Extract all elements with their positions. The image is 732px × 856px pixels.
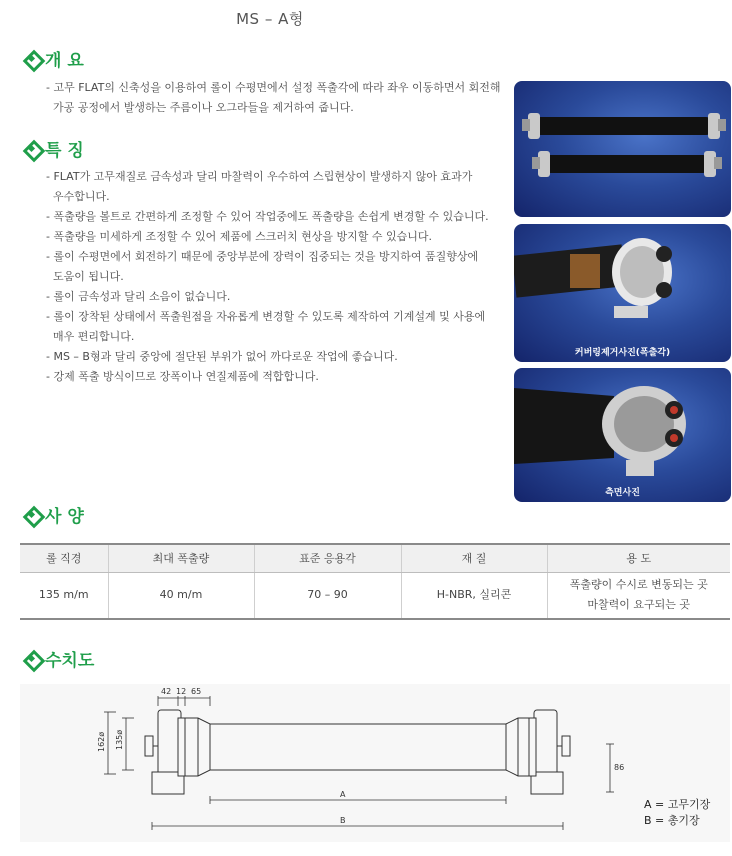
usage-line: 폭출량이 수시로 변동되는 곳 bbox=[569, 578, 708, 592]
usage-line: 마찰력이 요구되는 곳 bbox=[587, 598, 691, 612]
features-list-item: - 폭출량을 미세하게 조정할 수 있어 제품에 스크러치 현상을 방지할 수 있습니다. bbox=[46, 230, 432, 243]
dim-label: 135ø bbox=[115, 729, 124, 750]
table-cell-usage bbox=[547, 572, 730, 619]
overview-heading bbox=[24, 46, 84, 71]
roller-photo-covering bbox=[514, 224, 731, 362]
legend-b: B = 총기장 bbox=[644, 814, 700, 827]
dim-label: 65 bbox=[191, 687, 202, 696]
dim-label-b: B bbox=[340, 816, 346, 825]
roller-photo-art bbox=[514, 81, 731, 217]
dim-label-a: A bbox=[340, 790, 346, 799]
features-list-item: - 롤이 금속성과 달리 소음이 없습니다. bbox=[46, 290, 231, 303]
features-heading-label: 특 징 bbox=[45, 141, 84, 161]
dim-label: 12 bbox=[176, 687, 187, 696]
features-list-item: - 롤이 수평면에서 회전하기 때문에 중앙부분에 장력이 집중되는 것을 방지하여 품질향상에 bbox=[46, 250, 479, 263]
photo-caption: 측면사진 bbox=[605, 488, 640, 498]
dimensions-heading-label: 수치도 bbox=[45, 651, 95, 671]
dim-label: 86 bbox=[614, 763, 625, 772]
spec-table bbox=[20, 543, 730, 620]
roller-photo-art bbox=[514, 368, 731, 502]
table-header-cell: 재 질 bbox=[401, 544, 547, 572]
dim-label: 42 bbox=[161, 687, 172, 696]
table-header-cell: 표준 응용각 bbox=[254, 544, 401, 572]
overview-line: - 고무 FLAT의 신축성을 이용하여 롤이 수평면에서 설정 폭출각에 따라 좌우 이동하면서 회전해 bbox=[46, 81, 501, 94]
features-list-item: 우수합니다. bbox=[46, 190, 110, 203]
table-header-cell: 용 도 bbox=[547, 544, 730, 572]
features-list-item: - 폭출량을 볼트로 간편하게 조정할 수 있어 작업중에도 폭출량을 손쉽게 변경할 수 있습니다. bbox=[46, 210, 489, 223]
overview-heading-label: 개 요 bbox=[45, 51, 84, 71]
roller-photo-top bbox=[514, 81, 731, 217]
features-list-item: 도움이 됩니다. bbox=[46, 270, 124, 283]
features-list-item: 매우 편리합니다. bbox=[46, 330, 135, 343]
dim-label: 162ø bbox=[97, 731, 106, 752]
overview-text bbox=[46, 78, 501, 118]
table-header-cell: 롤 직경 bbox=[20, 544, 108, 572]
features-list-item: - MS – B형과 달리 중앙에 절단된 부위가 없어 까다로운 작업에 좋습니다. bbox=[46, 350, 398, 363]
diamond-bullet-icon bbox=[24, 507, 39, 522]
features-heading bbox=[24, 136, 84, 161]
diamond-bullet-icon bbox=[24, 51, 39, 66]
features-list bbox=[46, 167, 516, 387]
overview-line: 가공 공정에서 발생하는 주름이나 오그라들을 제거하여 줍니다. bbox=[46, 101, 354, 114]
roller-photo-art bbox=[514, 224, 731, 362]
specs-heading-label: 사 양 bbox=[45, 507, 84, 527]
features-list-item: - 롤이 장착된 상태에서 폭출원점을 자유롭게 변경할 수 있도록 제작하여 기계설계 및 사용에 bbox=[46, 310, 486, 323]
legend-a: A = 고무기장 bbox=[644, 798, 711, 811]
table-cell-max-spread: 40 m/m bbox=[108, 572, 254, 619]
table-header-cell: 최대 폭출량 bbox=[108, 544, 254, 572]
roller-photo-side bbox=[514, 368, 731, 502]
roller-dimension-svg bbox=[20, 684, 730, 842]
dimension-drawing bbox=[20, 684, 730, 842]
features-list-item: - 강제 폭출 방식이므로 장폭이나 연질제품에 적합합니다. bbox=[46, 370, 319, 383]
features-list-item: - FLAT가 고무재질로 금속성과 달리 마찰력이 우수하여 스립현상이 발생하지 않아 효과가 bbox=[46, 170, 473, 183]
table-row bbox=[20, 572, 730, 619]
table-cell-diameter: 135 m/m bbox=[20, 572, 108, 619]
photo-caption: 커버링제거사진(폭출각) bbox=[574, 348, 671, 358]
diamond-bullet-icon bbox=[24, 651, 39, 666]
table-header-row bbox=[20, 544, 730, 572]
page-title: MS – A형 bbox=[236, 10, 304, 28]
diamond-bullet-icon bbox=[24, 141, 39, 156]
dimensions-heading bbox=[24, 646, 94, 671]
specs-heading bbox=[24, 502, 84, 527]
table-cell-angle: 70 – 90 bbox=[254, 572, 401, 619]
table-cell-material: H-NBR, 실리콘 bbox=[401, 572, 547, 619]
